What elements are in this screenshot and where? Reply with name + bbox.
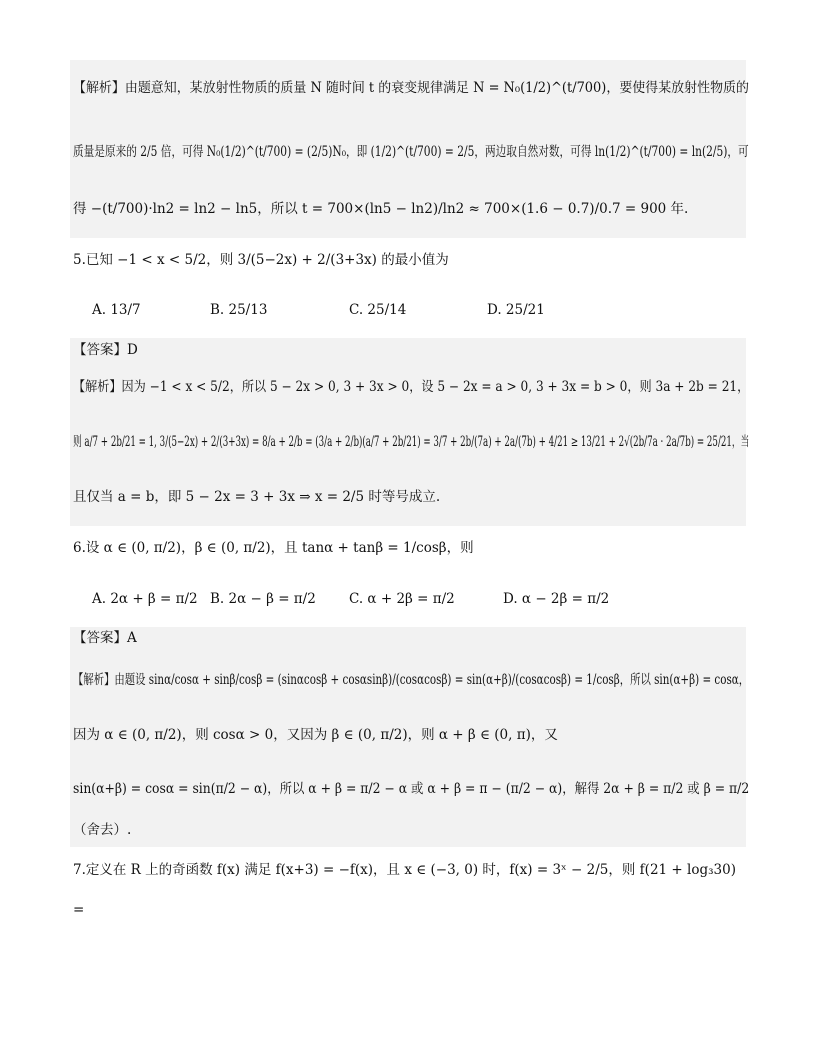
question-5-analysis-line-2: 则 a/7 + 2b/21 = 1, 3/(5−2x) + 2/(3+3x) = 8/a + 2/b = (3/a + 2/b)(a/7 + 2b/21) = 3/7 + 2b/(7a) + 2a/(7b) + 4/21 ≥ 13/21 + 2√(2b/7a · 2a/7b) = 25/21，当 — [73, 434, 750, 450]
question-5-answer: 【答案】D — [73, 342, 138, 358]
question-5-analysis-line-1: 【解析】因为 −1 < x < 5/2，所以 5 − 2x > 0, 3 + 3x > 0，设 5 − 2x = a > 0, 3 + 3x = b > 0，则 3a + 2b = 21， — [73, 379, 750, 395]
solution-prev-line-3: 得 −(t/700)·ln2 = ln2 − ln5，所以 t = 700×(ln5 − ln2)/ln2 ≈ 700×(1.6 − 0.7)/0.7 = 900 年. — [73, 201, 689, 217]
solution-prev-line-1: 【解析】由题意知，某放射性物质的质量 N 随时间 t 的衰变规律满足 N = N₀(1/2)^(t/700)，要使得某放射性物质的 — [73, 80, 749, 96]
question-6-stem: 6.设 α ∈ (0, π/2)，β ∈ (0, π/2)，且 tanα + tanβ = 1/cosβ，则 — [73, 540, 474, 556]
question-5-option-c: C. 25/14 — [349, 302, 407, 318]
question-6-option-a: A. 2α + β = π/2 — [92, 591, 198, 607]
question-5-stem: 5.已知 −1 < x < 5/2，则 3/(5−2x) + 2/(3+3x) 的最小值为 — [73, 252, 449, 268]
question-5-option-b: B. 25/13 — [210, 302, 268, 318]
solution-prev-line-2: 质量是原来的 2/5 倍，可得 N₀(1/2)^(t/700) = (2/5)N₀，即 (1/2)^(t/700) = 2/5，两边取自然对数，可得 ln(1/2)^(t/700) = ln(2/5)，可 — [73, 144, 749, 160]
question-7-answer-blank: = — [73, 902, 85, 918]
question-5-option-d: D. 25/21 — [487, 302, 545, 318]
question-6-option-d: D. α − 2β = π/2 — [503, 591, 610, 607]
question-7-stem: 7.定义在 R 上的奇函数 f(x) 满足 f(x+3) = −f(x)，且 x ∈ (−3, 0) 时，f(x) = 3ˣ − 2/5，则 f(21 + log₃30) — [73, 862, 736, 878]
question-6-option-b: B. 2α − β = π/2 — [210, 591, 316, 607]
question-5-option-a: A. 13/7 — [92, 302, 141, 318]
question-6-analysis-line-2: 因为 α ∈ (0, π/2)，则 cosα > 0，又因为 β ∈ (0, π/2)，则 α + β ∈ (0, π)，又 — [73, 727, 558, 743]
question-5-analysis-line-3: 且仅当 a = b，即 5 − 2x = 3 + 3x ⇒ x = 2/5 时等号成立. — [73, 489, 441, 505]
question-6-answer: 【答案】A — [73, 630, 137, 646]
question-6-analysis-line-4: （舍去）. — [73, 822, 132, 838]
question-6-option-c: C. α + 2β = π/2 — [349, 591, 455, 607]
question-6-analysis-line-1: 【解析】由题设 sinα/cosα + sinβ/cosβ = (sinαcosβ + cosαsinβ)/(cosαcosβ) = sin(α+β)/(cosαcosβ) = 1/cosβ，所以 sin(α+β) = cosα， — [73, 672, 750, 688]
question-6-analysis-line-3: sin(α+β) = cosα = sin(π/2 − α)，所以 α + β = π/2 − α 或 α + β = π − (π/2 − α)，解得 2α + β = π/2 或 β = π/2 — [73, 781, 750, 797]
